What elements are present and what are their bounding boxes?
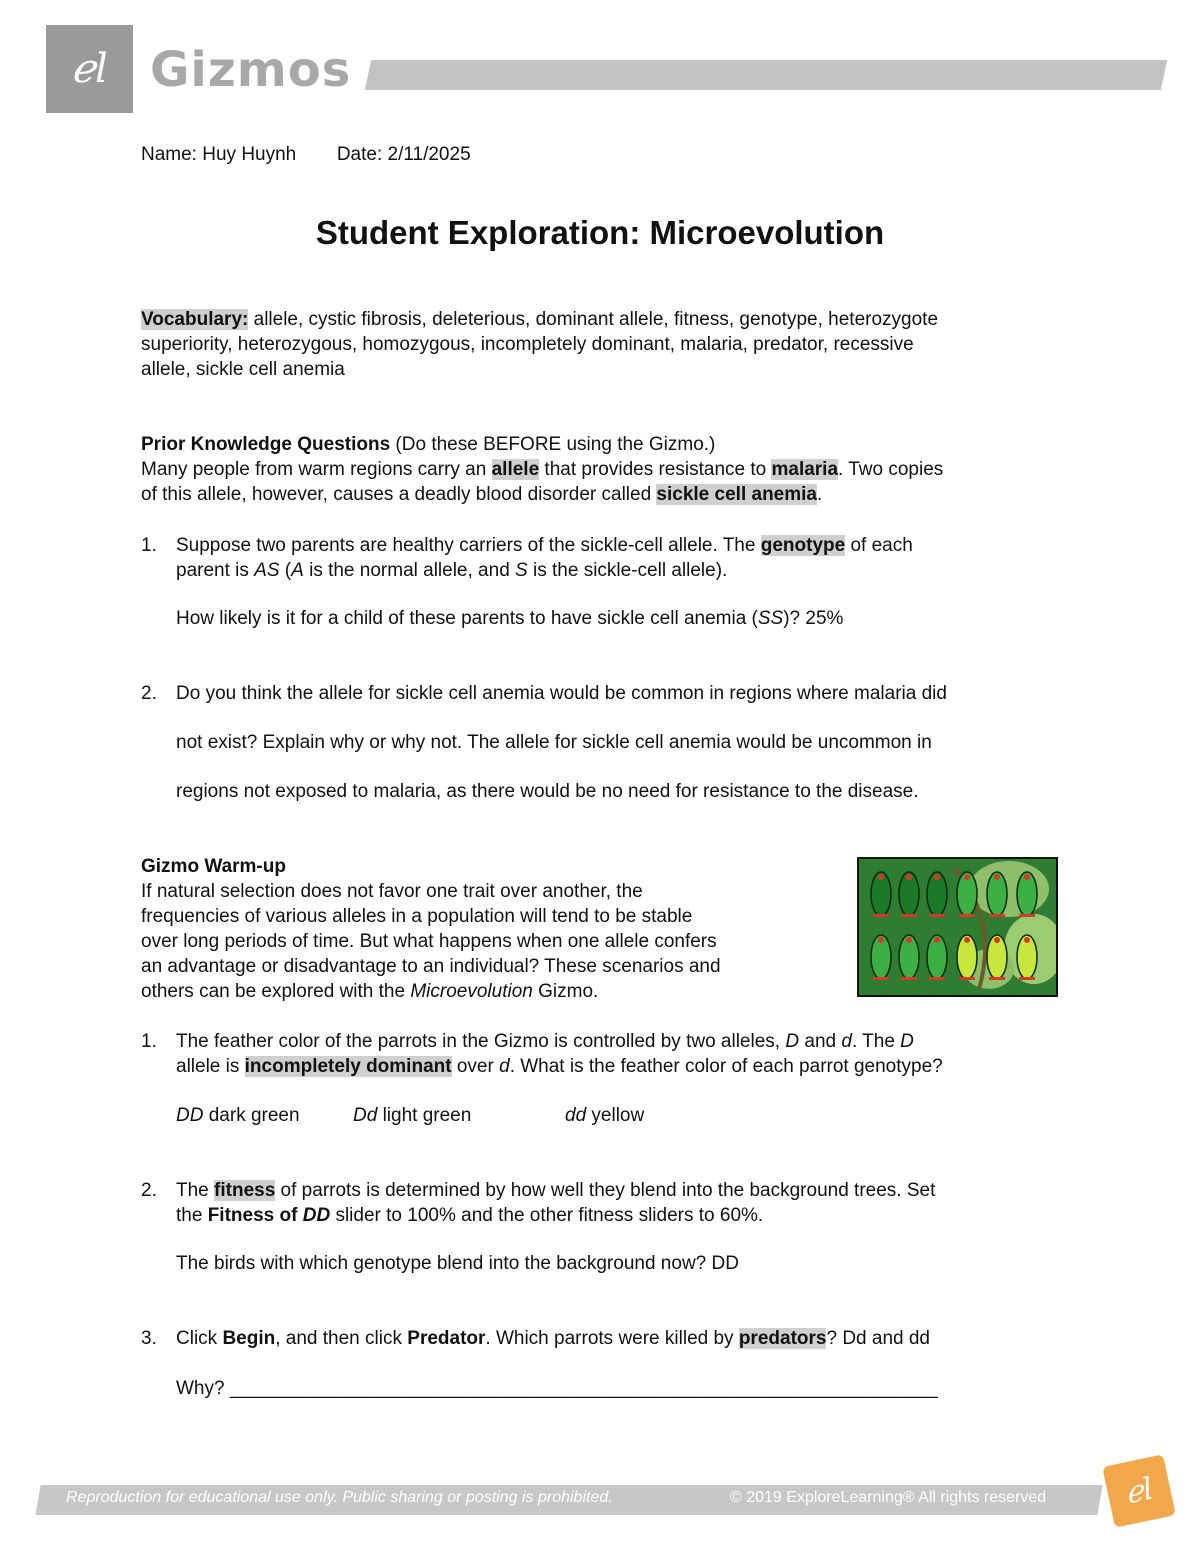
name-label: Name: [141, 144, 197, 165]
vocabulary-block [141, 307, 1081, 382]
name-date-line [141, 142, 471, 167]
brand-name: Gizmos [150, 42, 352, 98]
warmup-block [141, 854, 841, 1004]
term-incompletely-dominant: incompletely dominant [244, 1056, 452, 1077]
q-italic: S [515, 560, 528, 581]
q-text: . What is the feather color of each parrot genotype? [509, 1056, 943, 1077]
vocabulary-line-1: allele, cystic fibrosis, deleterious, dominant allele, fitness, genotype, heterozygote [248, 309, 939, 330]
warmup-q2-number: 2. [141, 1180, 157, 1201]
warmup-q2-answer: The birds with which genotype blend into the background now? DD [176, 1253, 739, 1274]
warmup-q3-number: 3. [141, 1328, 157, 1349]
prior-knowledge-block [141, 432, 1081, 507]
warmup-q3 [176, 1326, 1076, 1351]
warmup-q3-why: Why? ___________________________________________________________________ [176, 1378, 938, 1399]
q-italic: DD [176, 1105, 204, 1126]
prior-q1-number: 1. [141, 535, 157, 556]
q-text: over [451, 1056, 500, 1077]
q-text: The [176, 1180, 215, 1201]
q-italic: d [841, 1031, 852, 1052]
term-genotype: genotype [760, 535, 846, 556]
prior-q1-answer [176, 606, 1076, 631]
vocabulary-label: Vocabulary: [141, 309, 249, 330]
q-text: is the sickle-cell allele). [527, 560, 728, 581]
warmup-text: others can be explored with the [141, 981, 411, 1002]
answer-dd [565, 1103, 644, 1128]
q-text: slider to 100% and the other fitness sliders to 60%. [330, 1205, 764, 1226]
term-predators: predators [738, 1328, 827, 1349]
term-allele: allele [491, 459, 540, 480]
warmup-text: frequencies of various alleles in a population will tend to be stable [141, 906, 693, 927]
answer-text: dark green [203, 1105, 300, 1126]
prior-heading-note: (Do these BEFORE using the Gizmo.) [390, 434, 716, 455]
answer-text: ? Dd and dd [826, 1328, 930, 1349]
warmup-q1 [176, 1029, 1076, 1079]
gizmo-name: Microevolution [410, 981, 533, 1002]
answer-text: light green [377, 1105, 472, 1126]
q-bold: Fitness of [207, 1205, 303, 1226]
date-value: 2/11/2025 [387, 144, 471, 165]
warmup-text: an advantage or disadvantage to an individual? These scenarios and [141, 956, 721, 977]
parrots-image [857, 857, 1058, 997]
q-bold: Predator [407, 1328, 486, 1349]
term-sickle-cell-anemia: sickle cell anemia [656, 484, 817, 505]
q-text: . Which parrots were killed by [485, 1328, 739, 1349]
answer-text: )? 25% [783, 608, 844, 629]
q-italic: dd [565, 1105, 587, 1126]
prior-q1 [176, 533, 1076, 583]
q-text: of each [845, 535, 913, 556]
page-title: Student Exploration: Microevolution [315, 214, 885, 251]
warmup-text: If natural selection does not favor one trait over another, the [141, 881, 643, 902]
answer-DD [176, 1103, 300, 1128]
warmup-heading: Gizmo Warm-up [141, 856, 286, 877]
q-text: Click [176, 1328, 223, 1349]
footer-copyright: © 2019 ExploreLearning® All rights reserved [730, 1489, 1047, 1506]
q-italic: D [785, 1031, 800, 1052]
warmup-text: over long periods of time. But what happens when one allele confers [141, 931, 717, 952]
q-italic: Dd [353, 1105, 378, 1126]
warmup-text: Gizmo. [532, 981, 599, 1002]
q-text: , and then click [275, 1328, 408, 1349]
header-bar [365, 60, 1167, 90]
warmup-q1-number: 1. [141, 1031, 157, 1052]
q-italic: SS [757, 608, 784, 629]
q-text: Suppose two parents are healthy carriers of the sickle-cell allele. The [176, 535, 761, 556]
warmup-q2 [176, 1178, 1076, 1228]
prior-q2-number: 2. [141, 683, 157, 704]
q-text: allele is [176, 1056, 245, 1077]
q-text: ( [279, 560, 292, 581]
q-text: and [799, 1031, 842, 1052]
prior-intro-text: that provides resistance to [539, 459, 772, 480]
prior-intro-text: . Two copies [838, 459, 944, 480]
term-fitness: fitness [214, 1180, 276, 1201]
q-bold-italic: DD [302, 1205, 331, 1226]
prior-q2-line-2: not exist? Explain why or why not. The allele for sickle cell anemia would be uncommon in [176, 732, 932, 753]
prior-q2-line-3: regions not exposed to malaria, as there would be no need for resistance to the disease. [176, 781, 919, 802]
q-italic: d [499, 1056, 510, 1077]
answer-text: yellow [586, 1105, 645, 1126]
answer-Dd [353, 1103, 471, 1128]
footer-notice: Reproduction for educational use only. Public sharing or posting is prohibited. [66, 1489, 613, 1506]
q-text: How likely is it for a child of these parents to have sickle cell anemia ( [176, 608, 758, 629]
prior-intro-text: of this allele, however, causes a deadly blood disorder called [141, 484, 657, 505]
q-italic: AS [254, 560, 280, 581]
explorelearning-logo: ℯl [1102, 1454, 1176, 1528]
date-label: Date: [336, 144, 383, 165]
q-bold: Begin [222, 1328, 276, 1349]
term-malaria: malaria [771, 459, 839, 480]
name-value: Huy Huynh [202, 144, 297, 165]
prior-intro-text: Many people from warm regions carry an [141, 459, 492, 480]
q-italic: A [291, 560, 304, 581]
q-text: of parrots is determined by how well they blend into the background trees. Set [275, 1180, 936, 1201]
q-text: . The [851, 1031, 901, 1052]
gizmos-logo: ℯl [46, 25, 133, 113]
vocabulary-line-2: superiority, heterozygous, homozygous, incompletely dominant, malaria, predator, recessive [141, 334, 914, 355]
q-italic: D [900, 1031, 914, 1052]
prior-q2-line-1: Do you think the allele for sickle cell anemia would be common in regions where malaria did [176, 683, 947, 704]
q-text: parent is [176, 560, 255, 581]
q-text: is the normal allele, and [303, 560, 516, 581]
vocabulary-line-3: allele, sickle cell anemia [141, 359, 345, 380]
prior-heading: Prior Knowledge Questions [141, 434, 391, 455]
prior-intro-text: . [816, 484, 823, 505]
q-text: The feather color of the parrots in the Gizmo is controlled by two alleles, [176, 1031, 786, 1052]
q-text: the [176, 1205, 208, 1226]
